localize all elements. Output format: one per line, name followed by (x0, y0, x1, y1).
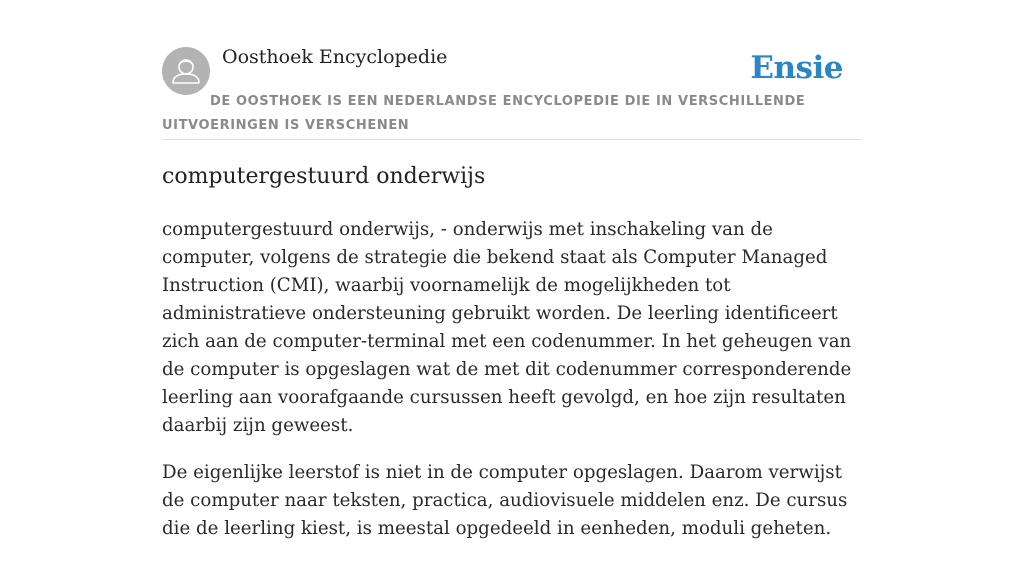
article-paragraph: computergestuurd onderwijs, - onderwijs met inschakeling van de computer, volgens de strategie die bekend staat als Computer Managed Instruction (CMI), waarbij voornamelijk de mogelijkheden tot administratieve ondersteuning gebruikt worden. De leerling identificeert zich aan de computer-terminal met een codenummer. In het geheugen van de computer is opgeslagen wat de met dit codenummer corresponderende leerling aan voorafgaande cursussen heeft gevolgd, en hoe zijn resultaten daarbij zijn geweest. (162, 219, 852, 436)
avatar[interactable] (162, 47, 210, 95)
article-paragraph: De eigenlijke leerstof is niet in de computer opgeslagen. Daarom verwijst de computer naar teksten, practica, audiovisuele middelen enz. De cursus die de leerling kiest, is meestal opgedeeld in eenheden, moduli geheten. (162, 462, 848, 539)
user-silhouette-icon (162, 47, 210, 95)
site-header (162, 0, 862, 140)
page-container (162, 0, 862, 539)
article-title: computergestuurd onderwijs (162, 164, 486, 189)
brand-logo[interactable]: Ensie (750, 50, 843, 86)
author-tagline: DE OOSTHOEK IS EEN NEDERLANDSE ENCYCLOPEDIE DIE IN VERSCHILLENDE UITVOERINGEN IS VERSCHENEN (162, 94, 806, 133)
author-name[interactable]: Oosthoek Encyclopedie (222, 46, 448, 68)
article-body (162, 216, 862, 562)
